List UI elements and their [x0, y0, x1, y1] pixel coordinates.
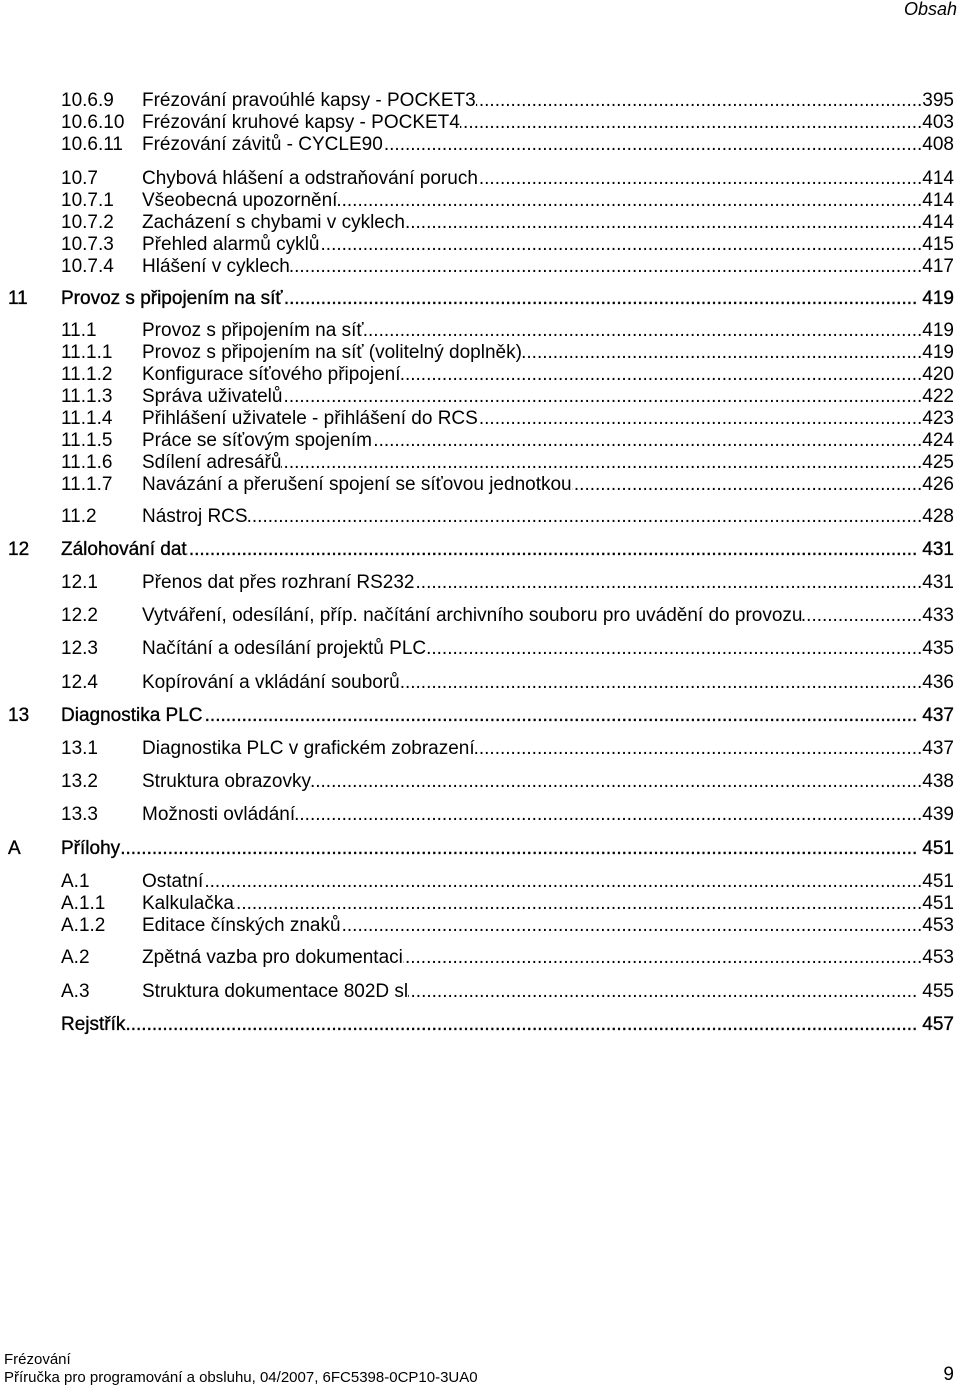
toc-entry-number: 11.1.1 — [61, 342, 113, 363]
toc-entry-title: Ostatní — [142, 871, 204, 892]
toc-entry-number: 11.1.3 — [61, 386, 113, 407]
toc-entry-title: Diagnostika PLC — [61, 705, 203, 726]
toc-entry-number: A.1.1 — [61, 893, 106, 914]
toc-page-number: 417 — [922, 256, 954, 277]
toc-entry[interactable] — [61, 605, 954, 627]
toc-entry-title: Chybová hlášení a odstraňování poruch — [142, 168, 478, 189]
toc-entry[interactable] — [61, 408, 954, 430]
toc-entry[interactable] — [61, 430, 954, 452]
toc-entry[interactable] — [61, 893, 954, 915]
toc-page-number: 425 — [922, 452, 954, 473]
toc-leader — [364, 320, 923, 342]
toc-entry-number: 10.7.2 — [61, 212, 114, 233]
toc-entry[interactable] — [61, 364, 954, 386]
toc-page-number: 414 — [922, 168, 954, 189]
toc-leader — [311, 771, 922, 793]
toc-entry[interactable] — [61, 915, 954, 937]
toc-entry[interactable] — [61, 474, 954, 496]
toc-entry-title: Zálohování dat — [61, 539, 187, 560]
toc-entry[interactable] — [61, 452, 954, 474]
toc-entry-number: A.1 — [61, 871, 90, 892]
toc-entry-number: A — [8, 838, 21, 859]
toc-entry-number: 10.6.10 — [61, 112, 125, 133]
toc-entry-title: Provoz s připojením na síť (volitelný doplněk) — [142, 342, 522, 363]
toc-leader — [295, 804, 922, 826]
toc-page-number: 451 — [922, 838, 954, 859]
toc-page-number: 435 — [922, 638, 954, 659]
toc-entry-title: Přílohy — [61, 838, 121, 859]
toc-entry-number: 13.1 — [61, 738, 98, 759]
toc-entry-number: 11.1.5 — [61, 430, 113, 451]
toc-entry-number: 10.6.11 — [61, 134, 123, 155]
toc-entry[interactable] — [61, 572, 954, 594]
toc-leader — [282, 386, 922, 408]
toc-entry-title: Kopírování a vkládání souborů — [142, 672, 400, 693]
toc-page-number: 424 — [922, 430, 954, 451]
toc-entry-title: Provoz s připojením na síť — [61, 288, 283, 309]
toc-entry[interactable] — [61, 638, 954, 660]
toc-entry-number: 11.1.2 — [61, 364, 113, 385]
toc-page-number: 436 — [922, 672, 954, 693]
toc-entry-number: 10.6.9 — [61, 90, 114, 111]
toc-entry[interactable] — [61, 506, 954, 528]
toc-leader — [341, 915, 923, 937]
toc-entry[interactable] — [61, 112, 954, 134]
toc-leader — [478, 168, 922, 190]
toc-page-number: 414 — [922, 190, 954, 211]
toc-leader — [475, 738, 923, 760]
toc-leader — [203, 871, 922, 893]
page-header-title: Obsah — [903, 0, 957, 19]
toc-page-number: 420 — [922, 364, 954, 385]
toc-entry-title: Struktura obrazovky — [142, 771, 311, 792]
toc-leader — [290, 256, 922, 278]
toc-page-number: 437 — [922, 738, 954, 759]
toc-leader — [415, 572, 923, 594]
toc-leader — [460, 112, 922, 134]
toc-entry[interactable] — [61, 90, 954, 112]
toc-page-number: 453 — [922, 915, 954, 936]
toc-entry-number: 11.1.7 — [61, 474, 113, 495]
toc-leader — [403, 947, 922, 969]
toc-entry-title: Správa uživatelů — [142, 386, 283, 407]
toc-entry-title: Nástroj RCS — [142, 506, 248, 527]
toc-entry[interactable] — [61, 672, 954, 694]
toc-page-number: 395 — [922, 90, 954, 111]
toc-entry-title: Přihlášení uživatele - přihlášení do RCS — [142, 408, 478, 429]
toc-entry[interactable] — [61, 981, 954, 1003]
toc-chapter-entry[interactable] — [8, 705, 954, 727]
toc-entry-title: Provoz s připojením na síť — [142, 320, 364, 341]
toc-entry-title: Sdílení adresářů — [142, 452, 282, 473]
toc-chapter-entry[interactable] — [8, 838, 954, 860]
toc-entry[interactable] — [61, 342, 954, 364]
toc-entry-title: Přenos dat přes rozhraní RS232 — [142, 572, 415, 593]
toc-entry-number: 11 — [8, 288, 28, 309]
toc-leader — [383, 134, 923, 156]
toc-entry-number: 13.3 — [61, 804, 98, 825]
toc-entry-number: 12.3 — [61, 638, 98, 659]
toc-entry-title: Frézování pravoúhlé kapsy - POCKET3 — [142, 90, 476, 111]
toc-page-number: 408 — [922, 134, 954, 155]
toc-leader — [234, 893, 922, 915]
toc-chapter-entry[interactable] — [8, 288, 954, 310]
toc-entry-title: Konfigurace síťového připojení — [142, 364, 401, 385]
toc-entry[interactable] — [61, 320, 954, 342]
toc-page-number: 419 — [922, 320, 954, 341]
toc-entry-number: 11.1.6 — [61, 452, 113, 473]
toc-leader — [405, 212, 922, 234]
toc-leader — [426, 638, 922, 660]
toc-entry-title: Přehled alarmů cyklů — [142, 234, 320, 255]
footer-page-number: 9 — [943, 1364, 954, 1385]
toc-entry-number: 12 — [8, 539, 30, 560]
toc-entry[interactable] — [61, 190, 954, 212]
toc-leader — [281, 452, 922, 474]
toc-entry-title: Načítání a odesílání projektů PLC — [142, 638, 427, 659]
toc-entry-title: Hlášení v cyklech — [142, 256, 290, 277]
toc-leader — [187, 539, 918, 561]
toc-entry-number: 12.4 — [61, 672, 98, 693]
toc-entry[interactable] — [61, 212, 954, 234]
toc-entry-number: 10.7.4 — [61, 256, 114, 277]
toc-entry[interactable] — [61, 871, 954, 893]
toc-leader — [400, 672, 923, 694]
toc-entry[interactable] — [61, 168, 954, 190]
toc-entry-number: 10.7.3 — [61, 234, 114, 255]
toc-leader — [802, 605, 922, 627]
toc-leader — [283, 288, 918, 310]
toc-entry-number: 11.1.4 — [61, 408, 113, 429]
toc-entry[interactable] — [61, 256, 954, 278]
toc-chapter-entry[interactable] — [8, 539, 954, 561]
toc-entry[interactable] — [61, 134, 954, 156]
toc-page-number: 426 — [922, 474, 954, 495]
toc-page-number: 419 — [922, 342, 954, 363]
toc-entry[interactable] — [61, 234, 954, 256]
toc-entry-number: 11.1 — [61, 320, 97, 341]
toc-entry-title: Rejstřík — [61, 1014, 126, 1035]
toc-page-number: 455 — [922, 981, 954, 1002]
toc-page-number: 451 — [922, 871, 954, 892]
toc-page-number: 414 — [922, 212, 954, 233]
toc-page-number: 453 — [922, 947, 954, 968]
toc-leader — [248, 506, 923, 528]
toc-entry[interactable] — [61, 386, 954, 408]
toc-page-number: 438 — [922, 771, 954, 792]
toc-index-entry[interactable] — [61, 1014, 954, 1036]
toc-entry-number: 10.7 — [61, 168, 98, 189]
toc-page-number: 437 — [922, 705, 954, 726]
toc-entry-title: Kalkulačka — [142, 893, 234, 914]
toc-page-number: 439 — [922, 804, 954, 825]
toc-entry-title: Editace čínských znaků — [142, 915, 341, 936]
toc-page-number: 423 — [922, 408, 954, 429]
toc-leader — [478, 408, 922, 430]
toc-entry-number: 13 — [8, 705, 30, 726]
toc-leader — [203, 705, 918, 727]
toc-leader — [319, 234, 922, 256]
toc-entry-number: 12.2 — [61, 605, 98, 626]
footer-section-title: Frézování — [4, 1351, 71, 1368]
toc-page-number: 433 — [922, 605, 954, 626]
toc-entry-title: Frézování kruhové kapsy - POCKET4 — [142, 112, 460, 133]
toc-page-number: 428 — [922, 506, 954, 527]
toc-entry[interactable] — [61, 947, 954, 969]
toc-entry-title: Možnosti ovládání — [142, 804, 296, 825]
footer-document-title: Příručka pro programování a obsluhu, 04/2007, 6FC5398-0CP10-3UA0 — [4, 1369, 478, 1386]
toc-entry-number: A.3 — [61, 981, 90, 1002]
toc-leader — [401, 364, 923, 386]
toc-entry-number: 10.7.1 — [61, 190, 114, 211]
toc-leader — [522, 342, 922, 364]
toc-leader — [408, 981, 917, 1003]
toc-entry-title: Navázání a přerušení spojení se síťovou jednotkou — [142, 474, 572, 495]
toc-entry-number: A.2 — [61, 947, 90, 968]
toc-leader — [125, 1014, 917, 1036]
toc-entry-number: 11.2 — [61, 506, 97, 527]
toc-entry-title: Zpětná vazba pro dokumentaci — [142, 947, 403, 968]
toc-entry-number: 13.2 — [61, 771, 98, 792]
toc-leader — [372, 430, 922, 452]
toc-page-number: 403 — [922, 112, 954, 133]
toc-entry[interactable] — [61, 804, 954, 826]
toc-entry-title: Diagnostika PLC v grafickém zobrazení — [142, 738, 475, 759]
toc-entry-title: Zacházení s chybami v cyklech — [142, 212, 405, 233]
toc-entry-title: Struktura dokumentace 802D sl — [142, 981, 409, 1002]
toc-leader — [572, 474, 923, 496]
toc-entry-title: Všeobecná upozornění — [142, 190, 338, 211]
toc-page-number: 431 — [922, 572, 954, 593]
toc-page-number: 415 — [922, 234, 954, 255]
toc-page-number: 419 — [922, 288, 954, 309]
toc-entry-number: A.1.2 — [61, 915, 106, 936]
toc-entry-title: Frézování závitů - CYCLE90 — [142, 134, 383, 155]
toc-entry-title: Vytváření, odesílání, příp. načítání archivního souboru pro uvádění do provozu — [142, 605, 803, 626]
toc-entry[interactable] — [61, 738, 954, 760]
toc-entry-title: Práce se síťovým spojením — [142, 430, 372, 451]
toc-page-number: 422 — [922, 386, 954, 407]
toc-page-number: 431 — [922, 539, 954, 560]
toc-page-number: 457 — [922, 1014, 954, 1035]
toc-entry[interactable] — [61, 771, 954, 793]
toc-leader — [120, 838, 917, 860]
toc-leader — [337, 190, 922, 212]
toc-page-number: 451 — [922, 893, 954, 914]
toc-leader — [476, 90, 923, 112]
toc-entry-number: 12.1 — [61, 572, 98, 593]
